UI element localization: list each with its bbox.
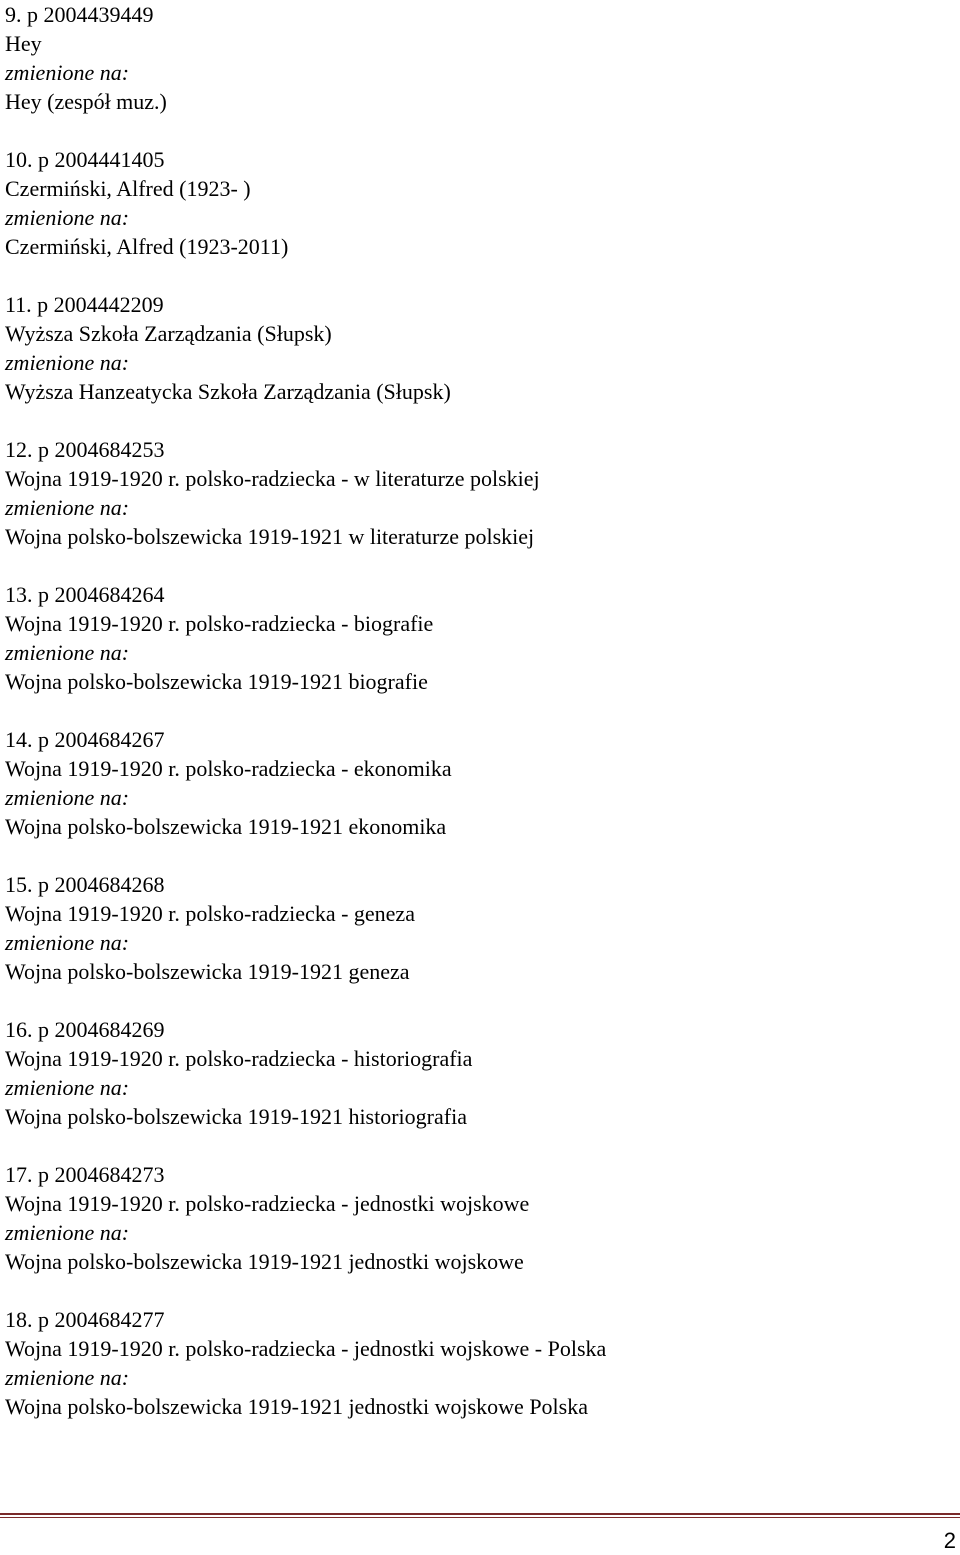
entry-header: 11. p 2004442209 — [5, 292, 164, 317]
footer-rule-thin — [0, 1517, 960, 1518]
change-entry — [5, 435, 945, 551]
changed-to-label: zmienione na: — [5, 1075, 130, 1100]
entry-header: 12. p 2004684253 — [5, 437, 165, 462]
changed-to-label: zmienione na: — [5, 1365, 130, 1390]
footer-rule — [0, 1513, 960, 1515]
new-heading: Wojna polsko-bolszewicka 1919-1921 jednostki wojskowe Polska — [5, 1394, 588, 1419]
entry-header: 15. p 2004684268 — [5, 872, 165, 897]
change-list — [5, 0, 945, 1450]
changed-to-label: zmienione na: — [5, 60, 130, 85]
new-heading: Czermiński, Alfred (1923-2011) — [5, 234, 289, 259]
change-entry — [5, 580, 945, 696]
old-heading: Wojna 1919-1920 r. polsko-radziecka - ekonomika — [5, 756, 452, 781]
changed-to-label: zmienione na: — [5, 930, 130, 955]
change-entry — [5, 1160, 945, 1276]
change-entry — [5, 725, 945, 841]
new-heading: Wojna polsko-bolszewicka 1919-1921 ekonomika — [5, 814, 447, 839]
entry-header: 17. p 2004684273 — [5, 1162, 165, 1187]
change-entry — [5, 0, 945, 116]
changed-to-label: zmienione na: — [5, 640, 130, 665]
entry-header: 16. p 2004684269 — [5, 1017, 165, 1042]
old-heading: Wojna 1919-1920 r. polsko-radziecka - biografie — [5, 611, 434, 636]
changed-to-label: zmienione na: — [5, 350, 130, 375]
new-heading: Wojna polsko-bolszewicka 1919-1921 w literaturze polskiej — [5, 524, 535, 549]
entry-header: 9. p 2004439449 — [5, 2, 154, 27]
old-heading: Wojna 1919-1920 r. polsko-radziecka - jednostki wojskowe - Polska — [5, 1336, 607, 1361]
new-heading: Wojna polsko-bolszewicka 1919-1921 biografie — [5, 669, 428, 694]
new-heading: Wojna polsko-bolszewicka 1919-1921 jednostki wojskowe — [5, 1249, 524, 1274]
entry-header: 18. p 2004684277 — [5, 1307, 165, 1332]
change-entry — [5, 1305, 945, 1421]
entry-header: 13. p 2004684264 — [5, 582, 165, 607]
change-entry — [5, 1015, 945, 1131]
changed-to-label: zmienione na: — [5, 205, 130, 230]
page-number: 2 — [943, 1528, 956, 1553]
entry-header: 10. p 2004441405 — [5, 147, 165, 172]
changed-to-label: zmienione na: — [5, 785, 130, 810]
changed-to-label: zmienione na: — [5, 1220, 130, 1245]
old-heading: Hey — [5, 31, 42, 56]
entry-header: 14. p 2004684267 — [5, 727, 165, 752]
old-heading: Wojna 1919-1920 r. polsko-radziecka - w literaturze polskiej — [5, 466, 540, 491]
new-heading: Wyższa Hanzeatycka Szkoła Zarządzania (Słupsk) — [5, 379, 451, 404]
old-heading: Czermiński, Alfred (1923- ) — [5, 176, 251, 201]
new-heading: Hey (zespół muz.) — [5, 89, 167, 114]
old-heading: Wojna 1919-1920 r. polsko-radziecka - geneza — [5, 901, 415, 926]
old-heading: Wyższa Szkoła Zarządzania (Słupsk) — [5, 321, 332, 346]
change-entry — [5, 290, 945, 406]
new-heading: Wojna polsko-bolszewicka 1919-1921 geneza — [5, 959, 410, 984]
change-entry — [5, 870, 945, 986]
old-heading: Wojna 1919-1920 r. polsko-radziecka - jednostki wojskowe — [5, 1191, 530, 1216]
new-heading: Wojna polsko-bolszewicka 1919-1921 historiografia — [5, 1104, 467, 1129]
old-heading: Wojna 1919-1920 r. polsko-radziecka - historiografia — [5, 1046, 473, 1071]
changed-to-label: zmienione na: — [5, 495, 130, 520]
change-entry — [5, 145, 945, 261]
